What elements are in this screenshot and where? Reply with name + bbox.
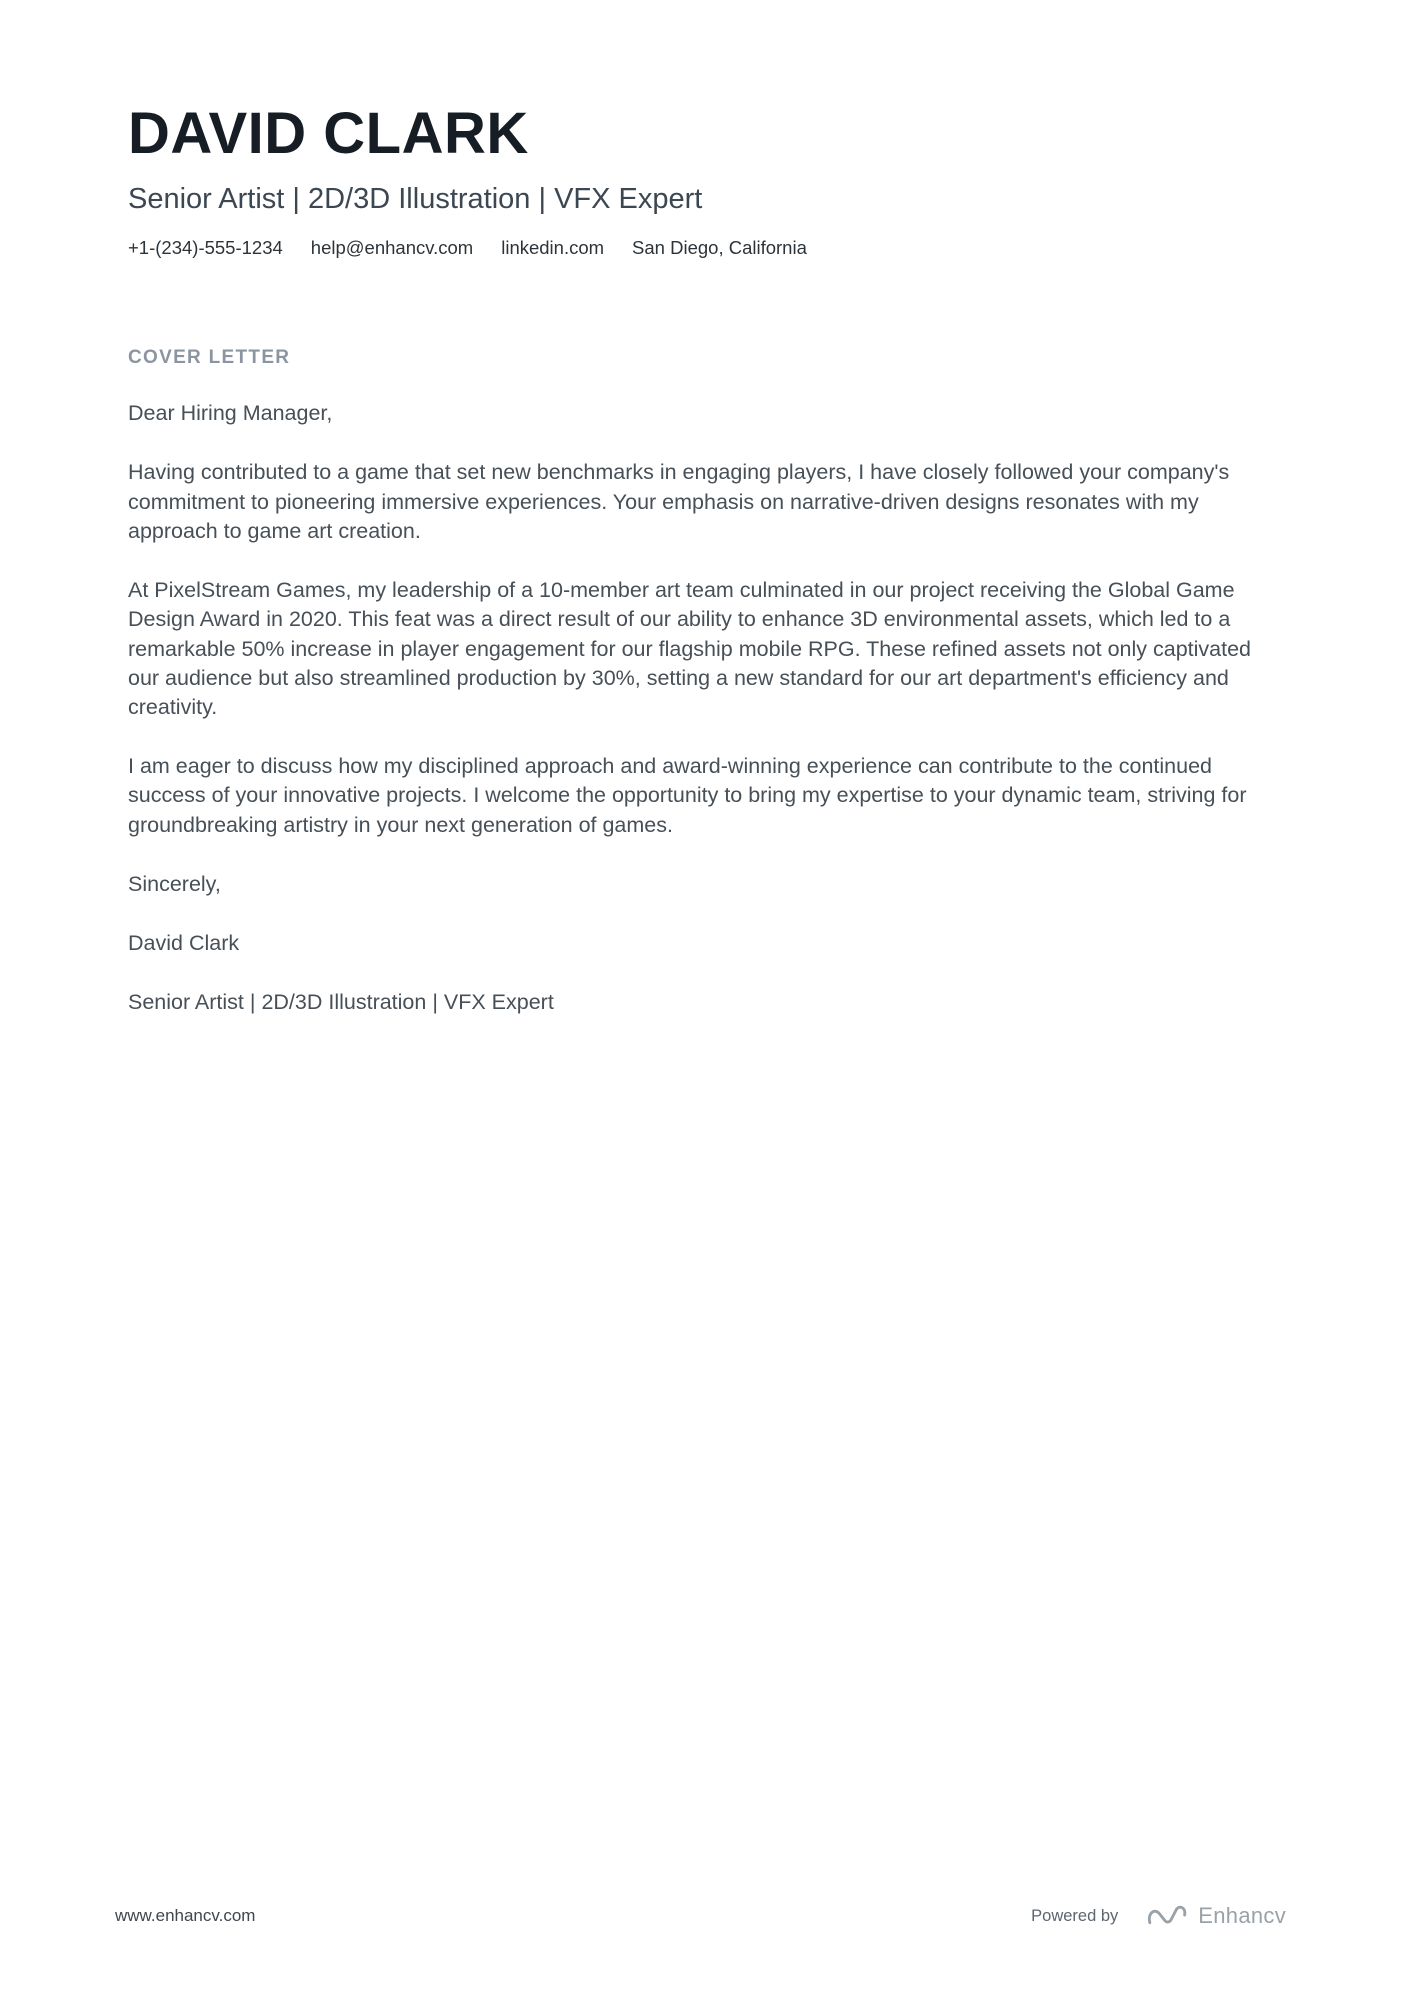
signature-name: David Clark [128, 931, 240, 956]
cover-letter-section-label: COVER LETTER [128, 347, 291, 369]
enhancv-brand-name: Enhancv [1198, 1903, 1286, 1928]
candidate-headline: Senior Artist | 2D/3D Illustration | VFX Expert [128, 182, 703, 215]
enhancv-logo-icon [1146, 1903, 1188, 1929]
enhancv-site-link: www.enhancv.com [115, 1906, 256, 1925]
contact-row [128, 237, 1282, 259]
enhancv-brand[interactable] [1146, 1903, 1286, 1929]
letter-body [128, 399, 1282, 1018]
contact-phone: +1-(234)-555-1234 [128, 237, 283, 259]
paragraph: At PixelStream Games, my leadership of a 10-member art team culminated in our project receiving the Global Game Design Award in 2020. This feat was a direct result of our ability to enhance 3D environmental assets, which led to a remarkable 50% increase in player engagement for our flagship mobile RPG. These refined assets not only captivated our audience but also streamlined production by 30%, setting a new standard for our art department's efficiency and creativity. [128, 578, 1251, 720]
powered-by-group [1031, 1903, 1286, 1929]
page-footer [115, 1903, 1286, 1929]
contact-location: San Diego, California [632, 237, 807, 259]
paragraph: Having contributed to a game that set new benchmarks in engaging players, I have closely followed your company's commitment to pioneering immersive experiences. Your emphasis on narrative-driven designs resonates with my approach to game art creation. [128, 460, 1230, 543]
candidate-name: DAVID CLARK [128, 101, 529, 166]
contact-email: help@enhancv.com [310, 237, 474, 259]
paragraph: I am eager to discuss how my disciplined approach and award-winning experience can contribute to the continued success of your innovative projects. I welcome the opportunity to bring my expertise to your dynamic team, striving for groundbreaking artistry in your next generation of games. [128, 754, 1247, 837]
salutation: Dear Hiring Manager, [128, 401, 333, 426]
powered-by-label: Powered by [1031, 1906, 1119, 1925]
contact-link: linkedin.com [501, 237, 605, 259]
signature-title: Senior Artist | 2D/3D Illustration | VFX Expert [128, 990, 554, 1015]
closing: Sincerely, [128, 871, 221, 896]
